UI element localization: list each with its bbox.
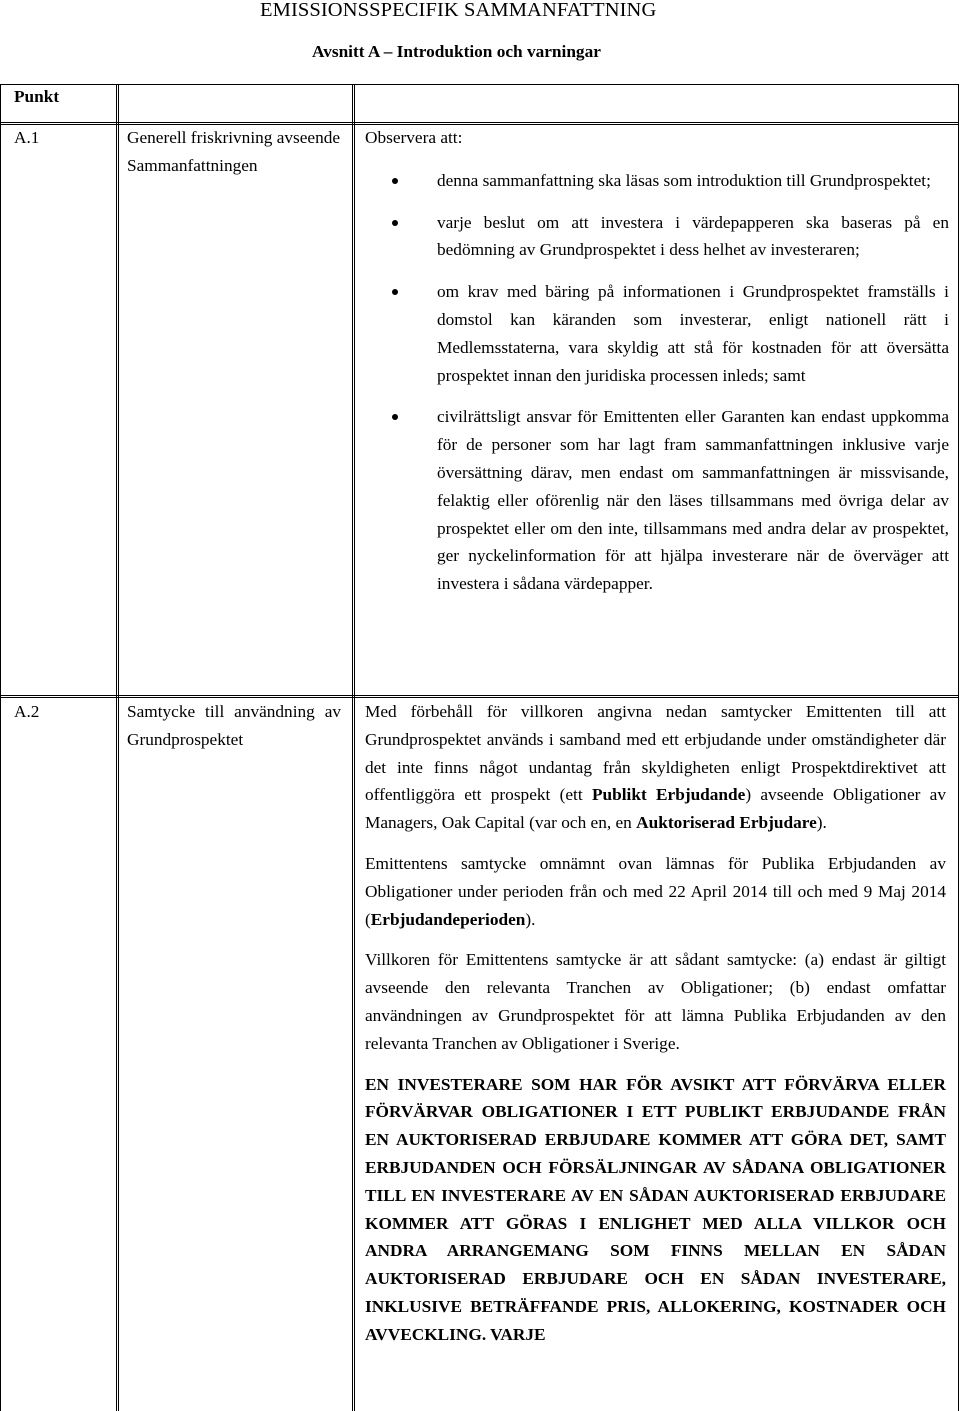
table-border-left: [0, 84, 1, 1411]
intro-text: Observera att:: [365, 128, 463, 147]
list-item: [365, 278, 949, 389]
consent-text-2: ) avseende Obligationer av Managers, Oak Capital (var och en, en: [365, 785, 946, 833]
table-border-right: [958, 84, 959, 1411]
offer-period-text-2: ).: [525, 909, 536, 929]
table-divider-2b: [354, 84, 355, 1411]
table-divider-2: [352, 84, 353, 1411]
bullet-icon: [392, 289, 398, 295]
consent-conditions-paragraph: Villkoren för Emittentens samtycke är att sådant samtycke: (a) endast är giltigt avseende den relevanta Tranchen av Obligationer; (b) endast omfattar användningen av Grundprospektet för att lämna Publika Erbjudanden av den relevanta Tranchen av Obligationer i Sverige.: [365, 950, 946, 1053]
header-row-bottom: [0, 122, 959, 123]
row-id-a2: A.2: [14, 702, 40, 721]
list-item: [365, 167, 949, 195]
term-publikt-erbjudande: Publikt Erbjudande: [591, 785, 746, 805]
table-divider-1: [116, 84, 117, 1411]
list-item-text: varje beslut om att investera i värdepapperen ska baseras på en bedömning av Grundprospektet i dess helhet av investeraren;: [437, 212, 949, 260]
row-content-a2: [365, 698, 946, 1349]
bullet-icon: [392, 220, 398, 226]
bullet-icon: [392, 414, 398, 420]
table-divider-1b: [118, 84, 119, 1411]
row-heading-a1: Generell friskrivning avseende Sammanfattningen: [127, 128, 341, 175]
term-auktoriserad-erbjudare: Auktoriserad Erbjudare: [636, 813, 817, 833]
consent-text-1: Med förbehåll för villkoren angivna nedan samtycker Emittenten till att Grundprospektet används i samband med ett erbjudande under omständigheter där det inte finns något undantag från skyldigheten enligt Prospektdirektivet att offentliggöra ett prospekt (ett: [365, 702, 946, 805]
list-item-text: denna sammanfattning ska läsas som introduktion till Grundprospektet;: [437, 170, 931, 190]
list-item: [365, 209, 949, 265]
term-erbjudandeperioden: Erbjudandeperioden: [370, 909, 526, 929]
header-punkt: Punkt: [14, 87, 60, 106]
section-title: Avsnitt A – Introduktion och varningar: [312, 42, 601, 61]
row-heading-a2: Samtycke till användning av Grundprospektet: [127, 702, 341, 749]
investor-notice-paragraph: EN INVESTERARE SOM HAR FÖR AVSIKT ATT FÖRVÄRVA ELLER FÖRVÄRVAR OBLIGATIONER I ETT PUBLIKT ERBJUDANDE FRÅN EN AUKTORISERAD ERBJUDARE KOMMER ATT GÖRA DET, SAMT ERBJUDANDEN OCH FÖRSÄLJNINGAR AV SÅDANA OBLIGATIONER TILL EN INVESTERARE AV EN SÅDAN AUKTORISERAD ERBJUDARE KOMMER ATT GÖRAS I ENLIGHET MED ALLA VILLKOR OCH ANDRA ARRANGEMANG SOM FINNS MELLAN EN SÅDAN AUKTORISERAD ERBJUDARE OCH EN SÅDAN INVESTERARE, INKLUSIVE BETRÄFFANDE PRIS, ALLOKERING, KOSTNADER OCH AVVECKLING. VARJE: [365, 1074, 946, 1344]
row-id-a1: A.1: [14, 128, 40, 147]
row-a1-bottom: [0, 695, 959, 696]
list-item-text: civilrättsligt ansvar för Emittenten eller Garanten kan endast uppkomma för de personer som har lagt fram sammanfattningen inklusive varje översättning därav, men endast om sammanfattningen är missvisande, felaktig eller oförenlig när den läses tillsammans med övriga delar av prospektet eller om den inte, tillsammans med andra delar av prospektet, ger nyckelinformation för att hjälpa investerare när de överväger att investera i sådana värdepapper.: [437, 407, 949, 594]
row-content-a1: [365, 124, 949, 612]
bullet-icon: [392, 178, 398, 184]
consent-paragraph: [365, 698, 946, 837]
table-border-top: [0, 84, 959, 85]
offer-period-text-1: Emittentens samtycke omnämnt ovan lämnas för Publika Erbjudanden av Obligationer under perioden från och med 22 April 2014 till och med 9 Maj 2014 (: [365, 853, 946, 929]
offer-period-paragraph: [365, 850, 946, 933]
list-item-text: om krav med bäring på informationen i Grundprospektet framställs i domstol kan käranden som investerar, enligt nationell rätt i Medlemsstaterna, vara skyldig att stå för kostnaden för att översätta prospektet innan den juridiska processen inleds; samt: [437, 282, 949, 385]
consent-text-3: ).: [816, 813, 827, 833]
list-item: [365, 403, 949, 598]
summary-table: [0, 84, 960, 1411]
warning-list: [365, 167, 949, 598]
document-title: EMISSIONSSPECIFIK SAMMANFATTNING: [260, 0, 657, 21]
